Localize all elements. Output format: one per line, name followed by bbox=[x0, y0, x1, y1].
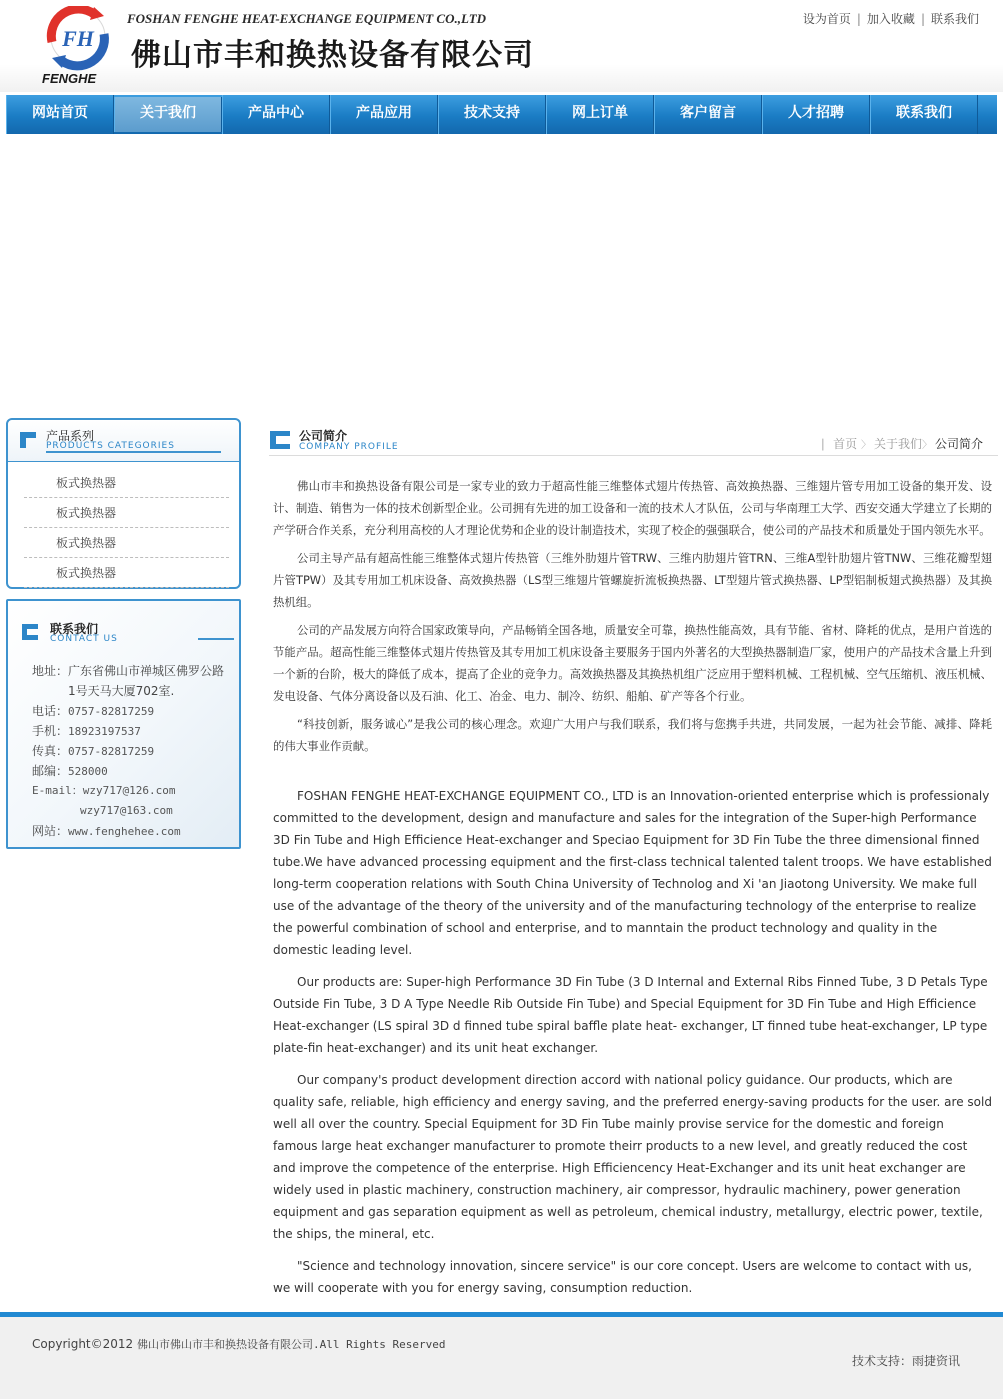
nav-item-about[interactable]: 关于我们 bbox=[114, 97, 222, 132]
contact-address-2 bbox=[32, 681, 224, 701]
breadcrumb-current: 公司简介 bbox=[934, 437, 983, 451]
header bbox=[0, 0, 1003, 92]
products-sidebar bbox=[6, 418, 241, 589]
contact-email-2 bbox=[32, 801, 224, 821]
title-underline bbox=[198, 638, 234, 640]
contact-zip bbox=[32, 761, 224, 781]
products-sidebar-title: 产品系列 bbox=[46, 429, 95, 443]
footer-tech-support[interactable]: 技术支持：雨捷资讯 bbox=[851, 1354, 960, 1368]
website-label: 网站： bbox=[32, 824, 69, 838]
contact-fax bbox=[32, 741, 224, 761]
article-paragraph-en: FOSHAN FENGHE HEAT-EXCHANGE EQUIPMENT CO., LTD is an Innovation-oriented enterprise which is professionaly committed to the development, design and manufacture and sales for the integration of the Super-high Performance 3D Fin Tube and High Efficience Heat-exchanger and Speciao Equipment for 3D Fin Tube the three dimensional finned tube.We have advanced processing equipment and the first-class technical talented talent troops. We have established long-term cooperation relations with South China University of Technolog and Xi 'an Jiaotong University. We make full use of the advantage of the theory of the university and of the manufacturing technology of the enterprise to realize the powerful combination of school and enterprise, and to manntain the product technology and quality in the domestic leading level. bbox=[273, 789, 992, 957]
email-label: E-mail： bbox=[32, 784, 83, 797]
contact-mobile bbox=[32, 721, 224, 741]
breadcrumb-arrow-icon: 〉 bbox=[860, 440, 871, 451]
contact-email-1 bbox=[32, 781, 224, 801]
contact-us-link[interactable]: 联系我们 bbox=[930, 12, 979, 26]
section-bracket-icon bbox=[269, 430, 291, 450]
address-label: 地址： bbox=[32, 664, 69, 678]
logo-mark: FH bbox=[62, 26, 94, 51]
product-list bbox=[8, 462, 239, 588]
content-header-divider bbox=[269, 455, 998, 456]
address-line-2: 1号天马大厦702室. bbox=[68, 684, 175, 698]
products-sidebar-subtitle: PRODUCTS CATEGORIES bbox=[46, 441, 175, 451]
product-list-item[interactable]: 板式换热器 bbox=[24, 498, 229, 528]
nav-item-contact[interactable]: 联系我们 bbox=[870, 95, 978, 134]
address-line-1: 广东省佛山市禅城区佛罗公路 bbox=[68, 664, 225, 678]
nav-item-online-order[interactable]: 网上订单 bbox=[546, 95, 654, 134]
main-nav bbox=[6, 95, 997, 134]
mobile-label: 手机： bbox=[32, 724, 69, 738]
contact-sidebar-subtitle: CONTACT US bbox=[50, 634, 118, 644]
footer-copyright bbox=[32, 1336, 445, 1352]
nav-item-applications[interactable]: 产品应用 bbox=[330, 95, 438, 134]
copyright-prefix: Copyright©2012 bbox=[32, 1337, 134, 1351]
article-paragraph-en: Our products are: Super-high Performance 3D Fin Tube (3 D Internal and External Ribs Finned Tube, 3 D Petals Type Outside Fin Tube, 3 D A Type Needle Rib Outside Fin Tube) and Special Equipment for 3D Fin Tube and High Efficience Heat-exchanger (LS spiral 3D d finned tube spiral baffle plate heat- exchanger, LT finned tube heat-exchanger, LP type plate-fin heat-exchanger) and its unit heat exchanger. bbox=[273, 975, 988, 1055]
website-value[interactable]: www.fenghehee.com bbox=[68, 825, 181, 838]
nav-item-products[interactable]: 产品中心 bbox=[222, 95, 330, 134]
top-links bbox=[803, 10, 979, 27]
footer-accent-bar bbox=[0, 1312, 1003, 1317]
breadcrumb-arrow-icon: 〉 bbox=[921, 440, 932, 451]
article-paragraph-cn: “科技创新，服务诚心”是我公司的核心理念。欢迎广大用户与我们联系，我们将与您携手共进，共同发展，一起为社会节能、减排、降耗的伟大事业作贡献。 bbox=[273, 717, 992, 753]
contact-sidebar bbox=[6, 599, 241, 849]
mobile-value: 18923197537 bbox=[68, 725, 141, 738]
page-subtitle: COMPANY PROFILE bbox=[299, 442, 399, 452]
nav-item-guestbook[interactable]: 客户留言 bbox=[654, 95, 762, 134]
product-list-item[interactable]: 板式换热器 bbox=[24, 558, 229, 588]
logo-wordmark: FENGHE bbox=[42, 71, 97, 86]
contact-website bbox=[32, 821, 224, 841]
phone-value: 0757-82817259 bbox=[68, 705, 155, 718]
page-title: 公司简介 bbox=[299, 429, 348, 443]
email-value-2[interactable]: wzy717@163.com bbox=[80, 804, 173, 817]
breadcrumb bbox=[822, 435, 983, 452]
breadcrumb-home[interactable]: 首页 bbox=[833, 437, 858, 451]
email-value-1[interactable]: wzy717@126.com bbox=[82, 784, 176, 797]
fax-label: 传真： bbox=[32, 744, 69, 758]
article-paragraph-en: Our company's product development direction accord with national policy guidance. Our products, which are quality safe, reliable, high efficiency and energy saving, and the preferred energy-saving products for the user. are sold well all over the country. Special Equipment for 3D Fin Tube mainly provise service for the domestic and foreign famous large heat exchanger manufacturer to promote theirr products to a new level, and greatly reduced the cost and improve the competence of the enterprise. High Efficiencency Heat-Exchanger and its unit heat exchanger are widely used in plastic machinery, construction machinery, air compressor, hydraulic machinery, power generation equipment and gas separation equipment as well as petroleum, chemical industry, metallurgy, electric power, textile, the ships, the mineral, etc. bbox=[273, 1073, 992, 1241]
content-header bbox=[269, 428, 998, 454]
products-sidebar-header bbox=[8, 420, 239, 462]
article-paragraph-cn: 公司主导产品有超高性能三维整体式翅片传热管（三维外肋翅片管TRW、三维内肋翅片管TRN、三维A型针肋翅片管TNW、三维花瓣型翅片管TPW）及其专用加工机床设备、高效换热器（LS型三维翅片管螺旋折流板换热器、LT型翅片管式换热器、LP型铝制板翅式换热器）及其换热机组。 bbox=[273, 551, 992, 609]
contact-info bbox=[32, 661, 224, 841]
contact-sidebar-title: 联系我们 bbox=[50, 622, 99, 636]
section-bracket-icon bbox=[20, 622, 40, 642]
breadcrumb-arrow-icon: ▏ bbox=[822, 440, 831, 451]
company-name-cn: 佛山市丰和换热设备有限公司 bbox=[131, 38, 534, 73]
phone-label: 电话： bbox=[32, 704, 69, 718]
section-bracket-icon bbox=[18, 430, 38, 450]
company-logo[interactable] bbox=[38, 6, 122, 88]
fax-value: 0757-82817259 bbox=[68, 745, 155, 758]
zip-label: 邮编： bbox=[32, 764, 69, 778]
contact-phone bbox=[32, 701, 224, 721]
nav-item-home[interactable]: 网站首页 bbox=[6, 95, 114, 134]
paragraph-spacer bbox=[273, 763, 992, 785]
copyright-suffix: All Rights Reserved bbox=[319, 1338, 446, 1351]
nav-item-tech-support[interactable]: 技术支持 bbox=[438, 95, 546, 134]
nav-item-careers[interactable]: 人才招聘 bbox=[762, 95, 870, 134]
article-body bbox=[273, 475, 992, 1309]
link-separator: | bbox=[920, 12, 925, 26]
contact-address bbox=[32, 661, 224, 681]
copyright-company: 佛山市佛山市丰和换热设备有限公司. bbox=[137, 1338, 320, 1351]
breadcrumb-section[interactable]: 关于我们 bbox=[873, 437, 922, 451]
link-separator: | bbox=[856, 12, 861, 26]
zip-value: 528000 bbox=[68, 765, 108, 778]
contact-sidebar-header bbox=[8, 601, 239, 643]
set-homepage-link[interactable]: 设为首页 bbox=[802, 12, 851, 26]
article-paragraph-cn: 佛山市丰和换热设备有限公司是一家专业的致力于超高性能三维整体式翅片传热管、高效换热器、三维翅片管专用加工设备的集开发、设计、制造、销售为一体的技术创新型企业。公司拥有先进的加工设备和一流的技术人才队伍，公司与华南理工大学、西安交通大学建立了长期的产学研合作关系，充分利用高校的人才理论优势和企业的设计制造技术，实现了校企的强强联合，使公司的产品技术和质量处于国内领先水平。 bbox=[273, 479, 992, 537]
article-paragraph-en: "Science and technology innovation, sincere service" is our core concept. Users are welcome to contact with us, we will cooperate with you for energy saving, consumption reduction. bbox=[273, 1259, 972, 1295]
footer bbox=[0, 1312, 1003, 1399]
product-list-item[interactable]: 板式换热器 bbox=[24, 528, 229, 558]
article-paragraph-cn: 公司的产品发展方向符合国家政策导向，产品畅销全国各地，质量安全可靠，换热性能高效，具有节能、省材、降耗的优点，是用户首选的节能产品。超高性能三维整体式翅片传热管及其专用加工机床设备主要服务于国内外著名的大型换热器制造厂家，使用户的产品技术含量上升到一个新的台阶，极大的降低了成本，提高了企业的竞争力。高效换热器及其换热机组广泛应用于塑料机械、工程机械、空气压缩机、液压机械、发电设备、气体分离设备以及石油、化工、冶金、电力、制冷、纺织、船舶、矿产等各个行业。 bbox=[273, 623, 992, 703]
product-list-item[interactable]: 板式换热器 bbox=[24, 468, 229, 498]
add-favorite-link[interactable]: 加入收藏 bbox=[866, 12, 915, 26]
company-name-en: FOSHAN FENGHE HEAT-EXCHANGE EQUIPMENT CO.,LTD bbox=[127, 11, 487, 26]
